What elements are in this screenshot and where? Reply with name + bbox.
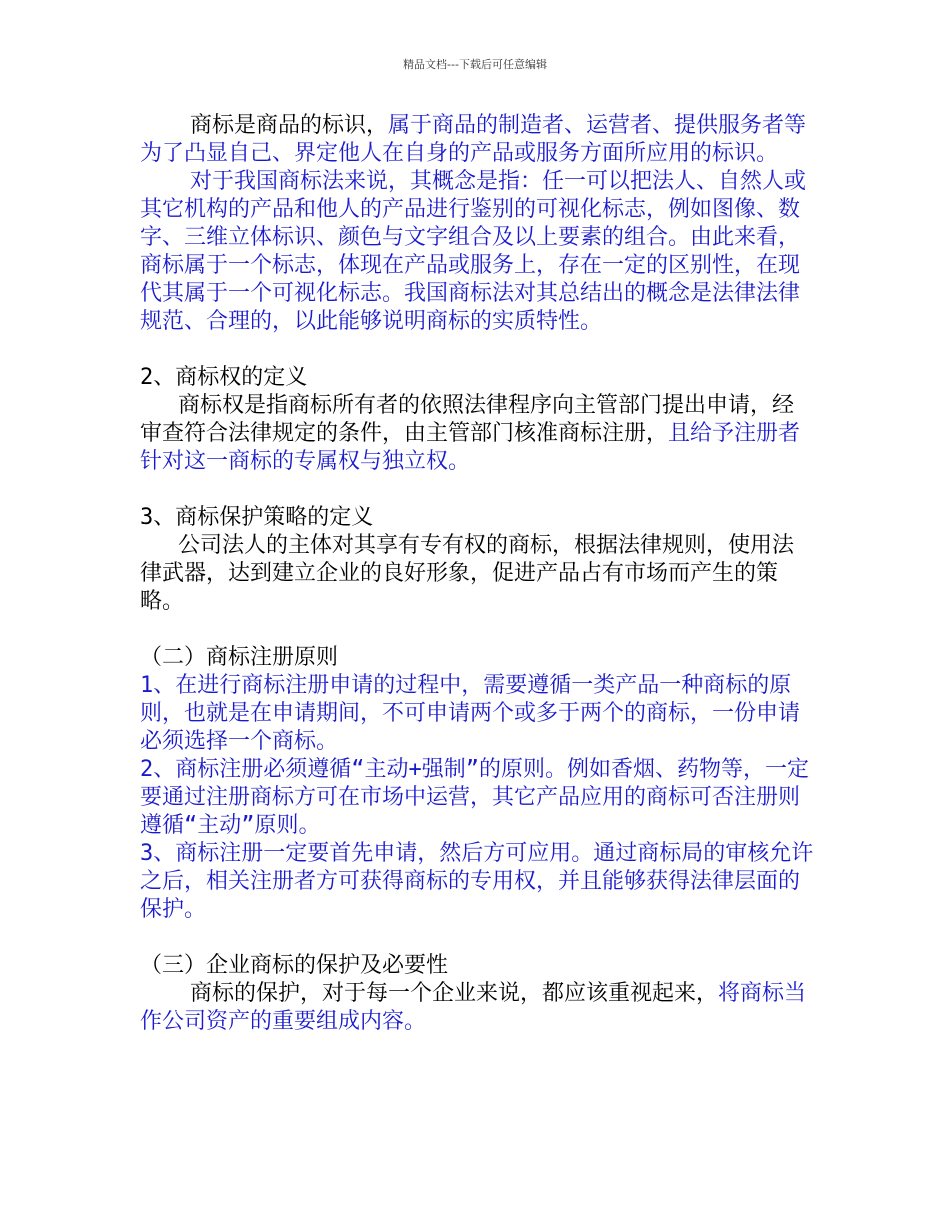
- paragraph-text: 商标的保护，对于每一个企业来说，都应该重视起来，: [190, 981, 719, 1006]
- spacer: [140, 476, 815, 504]
- spacer: [140, 616, 815, 644]
- paragraph-enterprise-protection: [140, 980, 815, 1036]
- spacer: [140, 924, 815, 952]
- paragraph-text-highlight: 将商标当作公司资产的重要组成内容。: [140, 981, 807, 1034]
- paragraph-trademark-right: [140, 392, 815, 476]
- page-header: 精品文档---下载后可任意编辑: [403, 58, 547, 71]
- heading-trademark-right: 2、商标权的定义: [140, 365, 308, 390]
- heading-protection-strategy: 3、商标保护策略的定义: [140, 505, 374, 530]
- paragraph-trademark-definition: [140, 112, 815, 168]
- paragraph-text: 公司法人的主体对其享有专有权的商标，根据法律规则，使用法律武器，达到建立企业的良好形象，促进产品占有市场而产生的策略。: [140, 533, 795, 614]
- paragraph-trademark-law-concept: [140, 168, 815, 336]
- paragraph-text: 商标权是指商标所有者的依照法律程序向主管部门提出申请，经审查符合法律规定的条件，由主管部门核准商标注册，: [140, 393, 795, 446]
- heading-registration-principles: （二）商标注册原则: [140, 645, 339, 670]
- paragraph-text-highlight: 属于商品的制造者、运营者、提供服务者等为了凸显自己、界定他人在自身的产品或服务方面所应用的标识。: [140, 113, 807, 166]
- principle-item-2: 2、商标注册必须遵循“主动+强制”的原则。例如香烟、药物等，一定要通过注册商标方可在市场中运营，其它产品应用的商标可否注册则遵循“主动”原则。: [140, 757, 809, 838]
- paragraph-protection-strategy: [140, 532, 815, 616]
- principle-item-1: 1、在进行商标注册申请的过程中，需要遵循一类产品一种商标的原则，也就是在申请期间，不可申请两个或多于两个的商标，一份申请必须选择一个商标。: [140, 673, 801, 754]
- paragraph-text: 商标是商品的标识，: [190, 113, 389, 138]
- paragraph-text-highlight: 对于我国商标法来说，其概念是指：任一可以把法人、自然人或其它机构的产品和他人的产品进行鉴别的可视化标志，例如图像、数字、三维立体标识、颜色与文字组合及以上要素的组合。由此来看，商标属于一个标志，体现在产品或服务上，存在一定的区别性，在现代其属于一个可视化标志。我国商标法对其总结出的概念是法律法律规范、合理的，以此能够说明商标的实质特性。: [140, 169, 807, 334]
- document-body: [140, 112, 815, 1036]
- principle-item-3: 3、商标注册一定要首先申请，然后方可应用。通过商标局的审核允许之后，相关注册者方可获得商标的专用权，并且能够获得法律层面的保护。: [140, 841, 814, 922]
- paragraph-text-highlight: 且给予注册者针对这一商标的专属权与独立权。: [140, 421, 801, 474]
- spacer: [140, 336, 815, 364]
- heading-enterprise-protection: （三）企业商标的保护及必要性: [140, 953, 449, 978]
